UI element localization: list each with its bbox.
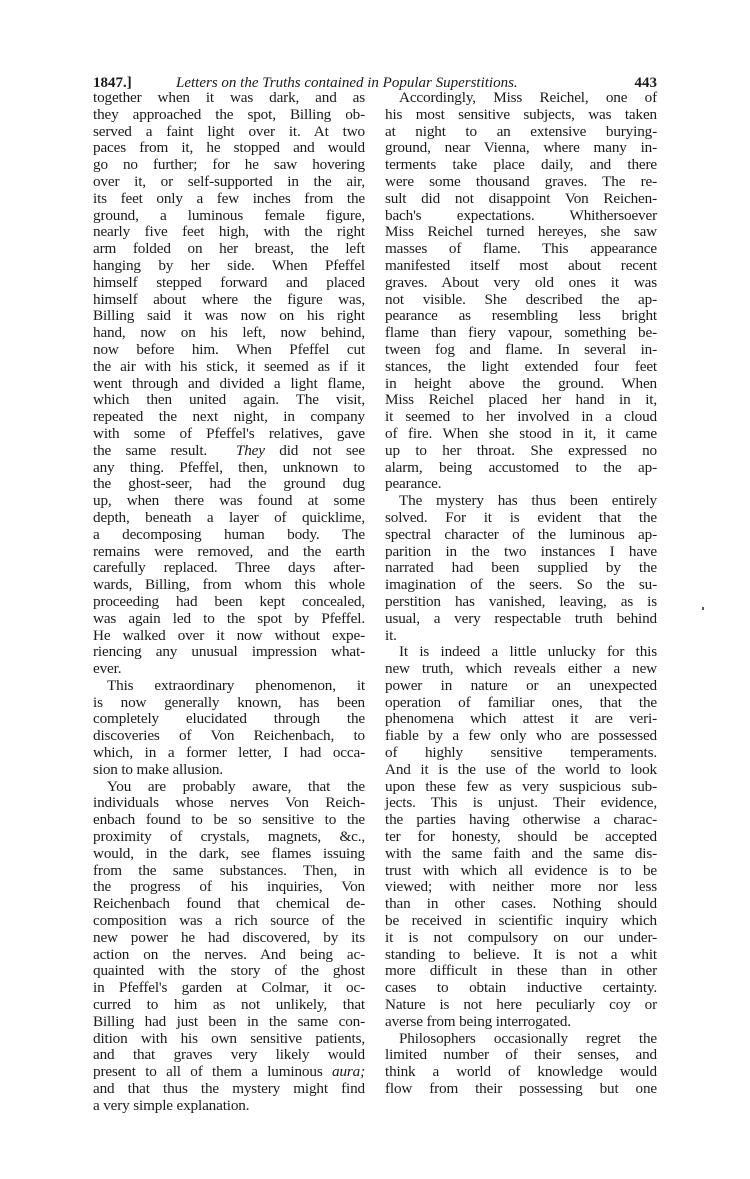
text-line: upon these few as very suspicious sub- <box>385 777 657 795</box>
text-line: individuals whose nerves Von Reich- <box>93 794 365 812</box>
right-column <box>385 90 657 1098</box>
text-line: which, in a former letter, I had occa- <box>93 744 365 762</box>
text-line: the parties having otherwise a charac- <box>385 811 657 829</box>
text-line: discoveries of Von Reichenbach, to <box>93 727 365 745</box>
text-line: standing to believe. It is not a whit <box>385 945 657 963</box>
text-line: than in other cases. Nothing should <box>385 895 657 913</box>
text-line: his most sensitive subjects, was taken <box>385 105 657 123</box>
left-column <box>93 90 365 1115</box>
text-line: perstition has vanished, leaving, as is <box>385 592 657 610</box>
paragraph-start: Accordingly, Miss Reichel, one of <box>399 89 657 106</box>
paragraph-start: Philosophers occasionally regret the <box>399 1029 657 1047</box>
text-line: went through and divided a light flame, <box>93 374 365 392</box>
text-line: bach's expectations. Whithersoever <box>385 206 657 224</box>
text-line-with-italic: the same result. They did not see <box>93 441 365 459</box>
text-line: it seemed to her involved in a cloud <box>385 408 657 426</box>
text-line: narrated had been supplied by the <box>385 559 657 577</box>
text-line: And it is the use of the world to look <box>385 760 657 778</box>
text-line: is now generally known, has been <box>93 693 365 711</box>
text-line: any thing. Pfeffel, then, unknown to <box>93 458 365 476</box>
text-line: riencing any unusual impression what- <box>93 643 365 661</box>
text-line: hand, now on his left, now behind, <box>93 324 365 342</box>
text-line: a very simple explanation. <box>93 1096 250 1114</box>
text-line-with-italic <box>93 1064 365 1081</box>
text-line: completely elucidated through the <box>93 710 365 728</box>
text-line: cases to obtain inductive certainty. <box>385 979 657 997</box>
text-line: viewed; with neither more nor less <box>385 878 657 896</box>
text-line: Reichenbach found that chemical de- <box>93 895 365 913</box>
text-line: hanging by her side. When Pfeffel <box>93 256 365 274</box>
text-line: paces from it, he stopped and would <box>93 139 365 157</box>
text-line: Miss Reichel turned hereyes, she saw <box>385 223 657 241</box>
text-fragment: the same result. <box>93 441 236 459</box>
text-line: over it, or self-supported in the air, <box>93 172 365 190</box>
text-line: new truth, which reveals either a new <box>385 660 657 678</box>
text-line: with the same faith and the same dis- <box>385 844 657 862</box>
text-line: power in nature or an unexpected <box>385 676 657 694</box>
text-line: jects. This is unjust. Their evidence, <box>385 794 657 812</box>
text-line: they approached the spot, Billing ob- <box>93 105 365 123</box>
text-line: solved. For it is evident that the <box>385 508 657 526</box>
text-line: of highly sensitive temperaments. <box>385 744 657 762</box>
text-line: ground, a luminous female figure, <box>93 206 365 224</box>
text-line: Billing said it was now on his right <box>93 307 365 325</box>
text-line: operation of familiar ones, that the <box>385 693 657 711</box>
text-line: ever. <box>93 660 122 678</box>
text-line: curred to him as not unlikely, that <box>93 996 365 1014</box>
text-line: would, in the dark, see flames issuing <box>93 844 365 862</box>
text-line: not visible. She described the ap- <box>385 290 657 308</box>
text-line: enbach found to be so sensitive to the <box>93 811 365 829</box>
text-line: remains were removed, and the earth <box>93 542 365 560</box>
text-line: at night to an extensive burying- <box>385 122 657 140</box>
header-title: Letters on the Truths contained in Popular Superstitions. <box>176 75 518 91</box>
text-fragment: present to all of them a luminous <box>93 1063 332 1081</box>
text-line: new power he had discovered, by its <box>93 928 365 946</box>
text-line: fiable by a few only who are possessed <box>385 727 657 745</box>
text-line: flame than fiery vapour, something be- <box>385 324 657 342</box>
text-line: terments take place daily, and there <box>385 156 657 174</box>
text-line: think a world of knowledge would <box>385 1063 657 1081</box>
text-line: and that thus the mystery might find <box>93 1080 365 1098</box>
text-line: arm folded on her breast, the left <box>93 240 365 258</box>
text-line: He walked over it now without expe- <box>93 626 365 644</box>
text-line: composition was a rich source of the <box>93 912 365 930</box>
scan-speck <box>702 607 704 610</box>
text-line: with some of Pfeffel's relatives, gave <box>93 424 365 442</box>
text-line: up, when there was found at some <box>93 492 365 510</box>
text-line: usual, a very respectable truth behind <box>385 609 657 627</box>
paragraph-start: It is indeed a little unlucky for this <box>399 643 657 661</box>
text-line: now before him. When Pfeffel cut <box>93 340 365 358</box>
paragraph-start: The mystery has thus been entirely <box>399 492 657 510</box>
text-line: the air with his stick, it seemed as if it <box>93 357 365 375</box>
text-line: were some thousand graves. The re- <box>385 172 657 190</box>
text-line: wards, Billing, from whom this whole <box>93 576 365 594</box>
text-line: limited number of their senses, and <box>385 1046 657 1064</box>
text-line: the progress of his inquiries, Von <box>93 878 365 896</box>
text-line: stances, the light extended four feet <box>385 357 657 375</box>
text-line: imagination of the seers. So the su- <box>385 576 657 594</box>
text-line: flow from their possessing but one <box>385 1080 657 1098</box>
text-line: Miss Reichel placed her hand in it, <box>385 391 657 409</box>
text-line: trust with which all evidence is to be <box>385 861 657 879</box>
text-line: pearance as resembling less bright <box>385 307 657 325</box>
text-line: of fire. When she stood in it, it came <box>385 424 657 442</box>
header-date: 1847.] <box>93 75 132 91</box>
text-line: manifested itself most about recent <box>385 256 657 274</box>
text-line: repeated the next night, in company <box>93 408 365 426</box>
text-line: sion to make allusion. <box>93 760 223 778</box>
text-line: it. <box>385 626 397 644</box>
text-line: parition in the two instances I have <box>385 542 657 560</box>
text-line: action on the nerves. And being ac- <box>93 945 365 963</box>
text-line: carefully replaced. Three days after- <box>93 559 365 577</box>
text-line: proceeding had been kept concealed, <box>93 592 365 610</box>
text-line: together when it was dark, and as <box>93 89 365 106</box>
text-line: in Pfeffel's garden at Colmar, it oc- <box>93 979 365 997</box>
text-line: which then united again. The visit, <box>93 391 365 409</box>
text-line: pearance. <box>385 475 442 493</box>
text-line: more difficult in these than in other <box>385 962 657 980</box>
text-line: masses of flame. This appearance <box>385 240 657 258</box>
text-line: nearly five feet high, with the right <box>93 223 365 241</box>
text-line: it is not compulsory on our under- <box>385 928 657 946</box>
text-line: himself stepped forward and placed <box>93 273 365 291</box>
text-line: its feet only a few inches from the <box>93 189 365 207</box>
paragraph-start: You are probably aware, that the <box>107 777 365 795</box>
text-line: in height above the ground. When <box>385 374 657 392</box>
italic-emphasis: aura; <box>332 1063 365 1081</box>
text-line: quainted with the story of the ghost <box>93 962 365 980</box>
text-line: ter for honesty, should be accepted <box>385 828 657 846</box>
text-line: graves. About very old ones it was <box>385 273 657 291</box>
text-line: ground, near Vienna, where many in- <box>385 139 657 157</box>
text-line: depth, beneath a layer of quicklime, <box>93 508 365 526</box>
text-line: go no further; for he saw hovering <box>93 156 365 174</box>
text-line: himself about where the figure was, <box>93 290 365 308</box>
text-line: spectral character of the luminous ap- <box>385 525 657 543</box>
paragraph-start: This extraordinary phenomenon, it <box>107 676 365 694</box>
text-line: tween fog and flame. In several in- <box>385 340 657 358</box>
text-line: alarm, being accustomed to the ap- <box>385 458 657 476</box>
text-line: a decomposing human body. The <box>93 525 365 543</box>
text-line: be received in scientific inquiry which <box>385 912 657 930</box>
text-line: averse from being interrogated. <box>385 1012 571 1030</box>
text-line: Billing had just been in the same con- <box>93 1012 365 1030</box>
text-line: was again led to the spot by Pfeffel. <box>93 609 365 627</box>
text-line: dition with his own sensitive patients, <box>93 1029 365 1047</box>
text-line: up to her throat. She expressed no <box>385 441 657 459</box>
text-line: and that graves very likely would <box>93 1046 365 1064</box>
text-line: from the same substances. Then, in <box>93 861 365 879</box>
text-line: sult did not disappoint Von Reichen- <box>385 189 657 207</box>
text-line: the ghost-seer, had the ground dug <box>93 475 365 493</box>
italic-emphasis: They <box>235 441 265 459</box>
text-line: Nature is not here peculiarly coy or <box>385 996 657 1014</box>
text-line: served a faint light over it. At two <box>93 122 365 140</box>
page-number: 443 <box>634 75 657 91</box>
text-line: proximity of crystals, magnets, &c., <box>93 828 365 846</box>
text-line: phenomena which attest it are veri- <box>385 710 657 728</box>
